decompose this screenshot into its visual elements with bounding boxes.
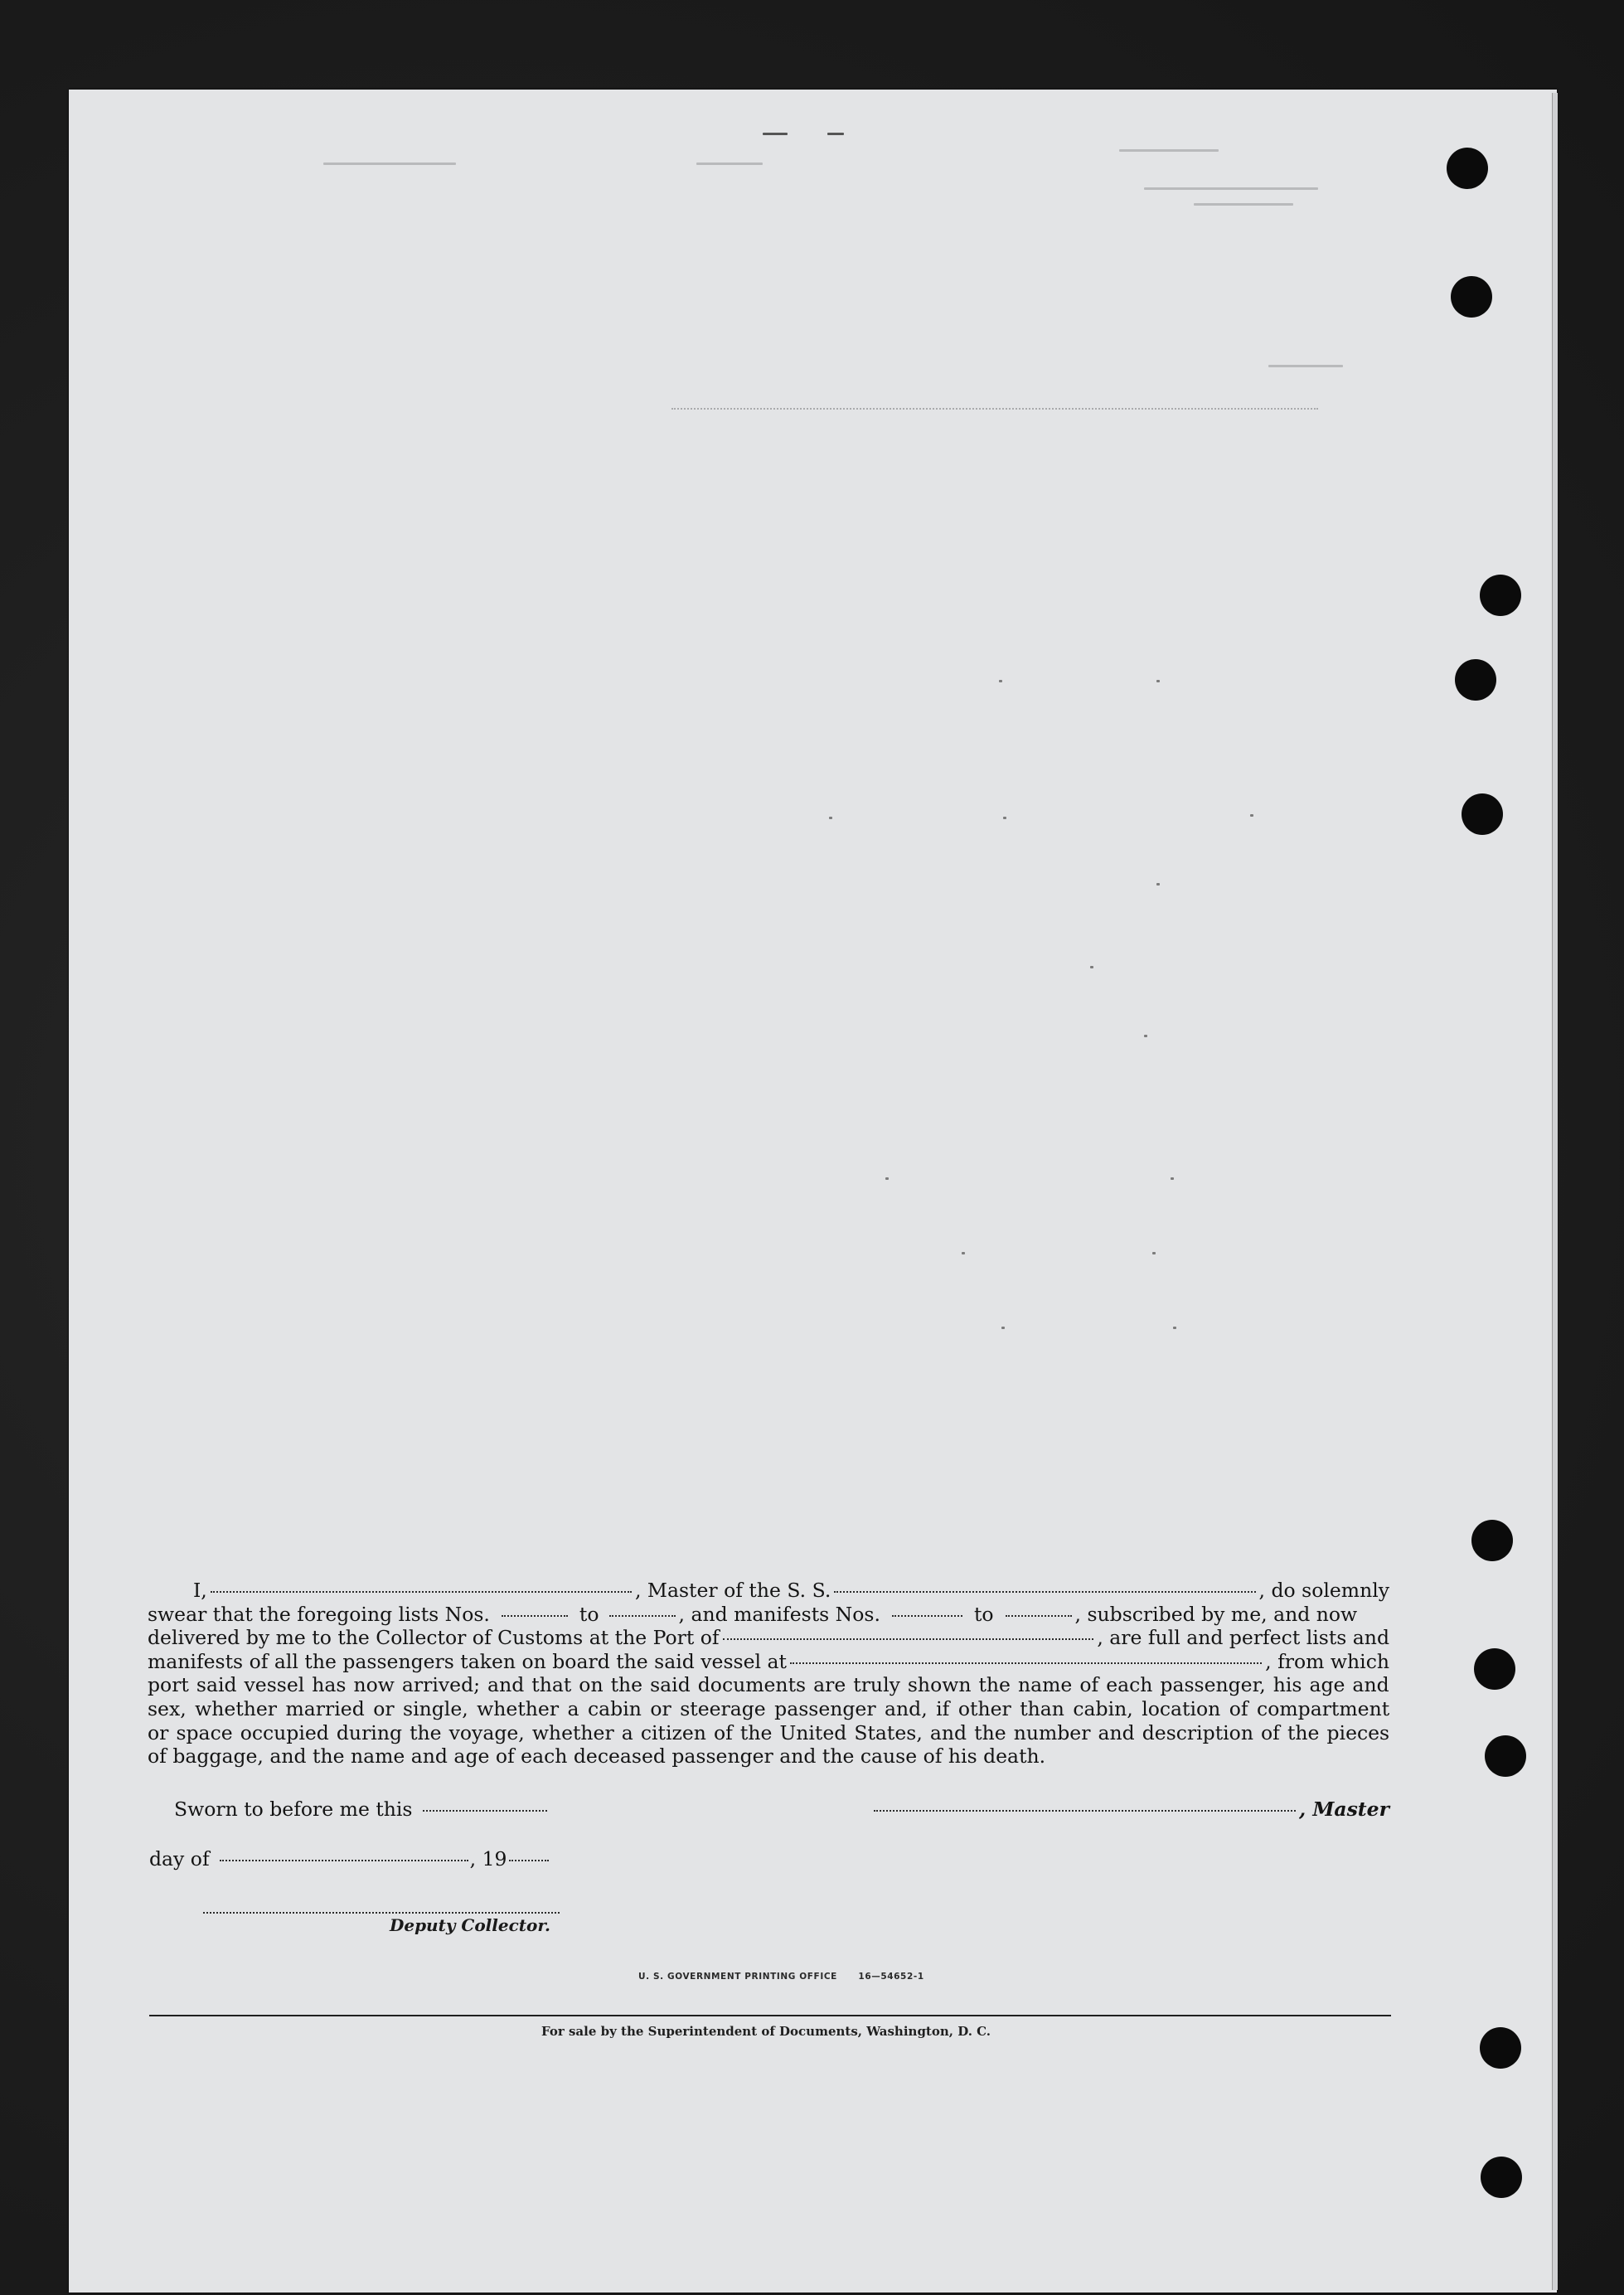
speck (1173, 1327, 1176, 1329)
oath-text: , Master of the S. S. (634, 1579, 831, 1602)
master-signature-blank[interactable] (874, 1810, 1296, 1812)
oath-paragraph (148, 1579, 1389, 1769)
for-sale-note: For sale by the Superintendent of Documents, Washington, D. C. (541, 2024, 991, 2039)
oath-text: to (579, 1602, 599, 1626)
punch-hole (1474, 1648, 1515, 1690)
oath-line-5 (148, 1673, 1389, 1697)
oath-text: , subscribed by me, and now (1074, 1602, 1358, 1626)
speck (999, 680, 1002, 682)
oath-line-2 (148, 1603, 1389, 1627)
bleed-through-mark (763, 133, 788, 135)
punch-hole (1471, 1520, 1513, 1561)
oath-text: , are full and perfect lists and (1097, 1626, 1389, 1650)
oath-text: , and manifests Nos. (678, 1602, 880, 1626)
list-number-to-blank[interactable] (609, 1615, 676, 1617)
master-signature-row (870, 1798, 1389, 1821)
speck (829, 817, 832, 819)
printer-imprint: U. S. GOVERNMENT PRINTING OFFICE 16—54652-1 (638, 1972, 924, 1982)
oath-text: swear that the foregoing lists Nos. (148, 1602, 490, 1626)
bleed-through-mark (1144, 187, 1318, 190)
oath-text: or space occupied during the voyage, whether a citizen of the United States, and the number and description of the pieces (148, 1720, 1390, 1744)
manifest-number-to-blank[interactable] (1006, 1615, 1072, 1617)
master-label: , Master (1298, 1798, 1389, 1821)
speck (962, 1252, 965, 1254)
speck (1156, 680, 1160, 682)
oath-line-4 (148, 1650, 1389, 1674)
oath-text: to (973, 1602, 994, 1626)
bleed-through-mark (696, 163, 763, 165)
oath-line-8 (148, 1744, 1389, 1769)
bleed-through-mark (1268, 365, 1343, 367)
sworn-day-blank[interactable] (423, 1810, 547, 1812)
bleed-through-line (671, 408, 1318, 410)
month-blank[interactable] (220, 1860, 468, 1861)
oath-line-1 (148, 1579, 1389, 1603)
oath-text: sex, whether married or single, whether a cabin or steerage passenger and, if other than cabin, location of compartment (148, 1696, 1390, 1720)
year-label: , 19 (469, 1847, 507, 1870)
departure-port-blank[interactable] (790, 1662, 1262, 1664)
punch-hole (1485, 1735, 1526, 1777)
speck (1003, 817, 1006, 819)
oath-text: manifests of all the passengers taken on board the said vessel at (148, 1649, 787, 1673)
ship-name-blank[interactable] (834, 1591, 1255, 1593)
manifest-number-from-blank[interactable] (892, 1615, 962, 1617)
punch-hole (1451, 276, 1492, 318)
speck (1001, 1327, 1005, 1329)
sheet-edge (1552, 93, 1558, 2290)
punch-hole (1455, 659, 1496, 701)
footer-rule (149, 2015, 1391, 2016)
speck (1144, 1035, 1147, 1037)
speck (1171, 1177, 1174, 1180)
punch-hole (1480, 2027, 1521, 2069)
oath-text: delivered by me to the Collector of Customs at the Port of (148, 1626, 720, 1650)
deputy-collector-label: Deputy Collector. (390, 1915, 551, 1935)
bleed-through-mark (323, 163, 456, 165)
punch-hole (1480, 575, 1521, 616)
speck (1156, 883, 1160, 885)
date-row (149, 1847, 549, 1870)
oath-text: , do solemnly (1258, 1579, 1389, 1602)
paper-sheet (69, 90, 1557, 2293)
list-number-from-blank[interactable] (502, 1615, 568, 1617)
oath-line-3 (148, 1626, 1389, 1650)
year-blank[interactable] (509, 1860, 549, 1861)
sworn-label: Sworn to before me this (174, 1798, 413, 1821)
day-of-label: day of (149, 1847, 210, 1870)
speck (885, 1177, 889, 1180)
bleed-through-mark (1119, 149, 1219, 152)
bleed-through-mark (827, 133, 844, 135)
oath-text: , from which (1265, 1649, 1389, 1673)
deputy-signature-line[interactable] (203, 1912, 560, 1914)
sworn-row (174, 1798, 552, 1821)
port-blank[interactable] (723, 1638, 1094, 1640)
oath-line-7 (148, 1721, 1389, 1745)
bleed-through-mark (1194, 203, 1293, 206)
oath-text: I, (193, 1579, 207, 1602)
master-name-blank[interactable] (211, 1591, 632, 1593)
speck (1152, 1252, 1156, 1254)
punch-hole (1462, 793, 1503, 835)
oath-text: of baggage, and the name and age of each deceased passenger and the cause of his death. (148, 1744, 1046, 1769)
speck (1250, 814, 1253, 817)
speck (1090, 966, 1093, 968)
punch-hole (1481, 2157, 1522, 2198)
oath-text: port said vessel has now arrived; and that on the said documents are truly shown the name of each passenger, his age and (148, 1673, 1389, 1697)
oath-line-6 (148, 1697, 1389, 1721)
punch-hole (1447, 148, 1488, 189)
